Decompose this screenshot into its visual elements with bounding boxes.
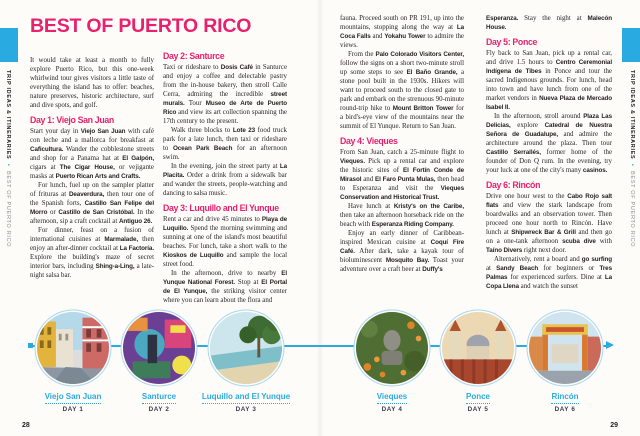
- running-header-right: [629, 70, 635, 247]
- stop-photo-street-mural: [123, 312, 195, 384]
- day-heading: Day 3: Luquillo and El Yunque: [163, 203, 279, 213]
- running-header-chapter: BEST OF PUERTO RICO: [629, 171, 635, 248]
- body-paragraph: Alternatively, rent a board and go surfing at Sandy Beach for beginners or Tres Palmas for experienced surfers. Dine at La Copa Llena and watch the sunset: [486, 256, 612, 290]
- day-heading: Day 2: Santurce: [163, 52, 225, 61]
- stop-name: Rincón: [505, 390, 625, 404]
- body-paragraph: For dinner, feast on a fusion of international cuisines at Marmalade, then enjoy an after-dinner cocktail at La Factoría. Explore the building's maze of secret interior bars, including Shing-a-Ling, a late-night salsa bar.: [30, 227, 154, 279]
- stop-photo-cathedral: [442, 312, 514, 384]
- page-number-right: 29: [610, 422, 618, 429]
- running-header-section: TRIP IDEAS & ITINERARIES: [5, 70, 11, 160]
- body-paragraph: From San Juan, catch a 25-minute flight to Vieques. Pick up a rental car and explore the historic sites of El Fortín Conde de Mirasol and El Faro Punta Mulas, then head to Esperanza and visit the Vieques Conservation and Historical Trust.: [340, 149, 464, 201]
- stop-day-label: DAY 1: [62, 406, 84, 413]
- running-header-left: [5, 70, 11, 247]
- body-paragraph: It would take at least a month to fully explore Puerto Rico, but this one-week whirlwind tour gives visitors a little taste of everything the island has to offer: beaches, nature preserves, historic architecture, surf and dive spots, and golf.: [30, 57, 154, 109]
- body-paragraph: Esperanza. Stay the night at Malecón House.: [486, 15, 612, 31]
- stop-day-label: DAY 5: [467, 406, 489, 413]
- body-paragraph: From the Palo Colorado Visitors Center, follow the signs on a short two-minute stroll up some steps to see El Baño Grande, a stone pool built in the 1930s. Hikers will want to proceed south to the closed gate to park and embark on the strenuous 90-minute round-trip hike to Mount Britton Tower for a bird's-eye view of the mountains near the summit of El Yunque. Return to San Juan.: [340, 51, 464, 130]
- section-tab-right: [622, 28, 640, 62]
- text-column-2: [163, 52, 287, 310]
- section-tab-left: [0, 28, 18, 62]
- day-heading: Day 1: Viejo San Juan: [30, 115, 114, 125]
- stop-day-label: DAY 3: [235, 406, 257, 413]
- body-paragraph: fauna. Proceed south on PR 191, up into the mountains, stopping along the way at La Coca Falls and Yokahu Tower to admire the views.: [340, 15, 464, 49]
- body-paragraph: In the evening, join the street party at La Placita. Order a drink from a sidewalk bar and wander the streets, people-watching and dancing to salsa music.: [163, 163, 287, 197]
- body-paragraph: Fly back to San Juan, pick up a rental car, and drive 1.5 hours to Centro Ceremonial Indígena de Tibes in Ponce and tour the sacred Indigenous grounds. For lunch, head into town and have lunch from one of the market vendors in Nueva Plaza de Mercado Isabel II.: [486, 50, 612, 111]
- body-paragraph: Enjoy an early dinner of Caribbean-inspired Mexican cuisine at Coquí Fire Café. After dark, take a kayak tour of bioluminescent Mosquito Bay. Toast your adventure over a craft beer at Duffy's: [340, 230, 464, 273]
- page-title: BEST OF PUERTO RICO: [30, 15, 252, 37]
- stop-day-label: DAY 6: [554, 406, 576, 413]
- page-number-left: 28: [22, 422, 30, 429]
- body-paragraph: Taxi or rideshare to Dosis Café in Santurce and enjoy a coffee and delectable pastry from the in-house bakery, then stroll Calle Cerra, admiring the incredible street murals. Tour Museo de Arte de Puerto Rico and view its art collection spanning the 17th century to the present.: [163, 64, 287, 125]
- day-heading: Day 5: Ponce: [486, 37, 538, 47]
- page-gutter: [317, 0, 323, 436]
- day-heading: Day 6: Rincón: [486, 180, 541, 190]
- running-header-chapter: BEST OF PUERTO RICO: [5, 171, 11, 248]
- stop-day-label: DAY 4: [381, 406, 403, 413]
- body-paragraph: For lunch, fuel up on the sampler platter of frituras at Deaverdura, then tour one of the Spanish forts, Castillo San Felipe del Morro or Castillo de San Cristóbal. In the afternoon, sip a craft cocktail at Antiguo 26.: [30, 182, 154, 225]
- day-heading: Day 4: Vieques: [340, 136, 398, 146]
- body-paragraph: Rent a car and drive 45 minutes to Playa de Luquillo. Spend the morning swimming and sunning at one of the island's most beautiful beaches. For lunch, take a short walk to the Kioskos de Luquillo and sample the local street food.: [163, 216, 287, 268]
- stop-name: Santurce: [99, 390, 219, 404]
- stop-name: Vieques: [332, 390, 452, 404]
- body-paragraph: Start your day in Viejo San Juan with café con leche and a mallorca for breakfast at Caficultura. Wander the cobblestone streets and shop for a Panama hat at El Galpón, cigars at The Cigar House, or vejigante masks at Puerto Rican Arts and Crafts.: [30, 128, 154, 180]
- running-header-section: TRIP IDEAS & ITINERARIES: [629, 70, 635, 160]
- stop-name: Viejo San Juan: [13, 390, 133, 404]
- body-paragraph: In the afternoon, stroll around Plaza Las Delicias, explore Catedral de Nuestra Señora de Guadalupe, and admire the architecture around the plaza. Then tour Castillo Serrallés, former home of the founder of Don Q rum. In the evening, try your luck at one of the city's many casinos.: [486, 113, 612, 174]
- stop-photo-welcome-arch: [529, 312, 601, 384]
- body-paragraph: Walk three blocks to Lote 23 food truck park for a late lunch, then taxi or rideshare to Ocean Park Beach for an afternoon swim.: [163, 127, 287, 161]
- body-paragraph: Have lunch at Kristy's on the Caribe, then take an afternoon horseback ride on the beach with Esperanza Riding Company.: [340, 203, 464, 228]
- body-paragraph: In the afternoon, drive to nearby El Yunque National Forest. Stop at El Portal de El Yunque, the striking visitor center where you can learn about the flora and: [163, 270, 287, 304]
- text-column-1: [30, 56, 154, 310]
- text-column-4: [486, 14, 612, 310]
- body-paragraph: Drive one hour west to the Cabo Rojo salt flats and view the stark landscape from boardwalks and an observation tower. Then proceed one hour north to Rincón. Have lunch at Shipwreck Bar & Grill and then go on a one-tank afternoon scuba dive with Taíno Divers right next door.: [486, 193, 612, 254]
- itinerary-stop: [186, 312, 306, 413]
- text-column-3: [340, 14, 464, 310]
- bullet-separator: •: [629, 161, 635, 169]
- bullet-separator: •: [5, 161, 11, 169]
- stop-name: Luquillo and El Yunque: [186, 390, 306, 404]
- stop-day-label: DAY 2: [148, 406, 170, 413]
- stop-name: Ponce: [418, 390, 538, 404]
- itinerary-stop: [505, 312, 625, 413]
- stop-photo-beach-palms: [210, 312, 282, 384]
